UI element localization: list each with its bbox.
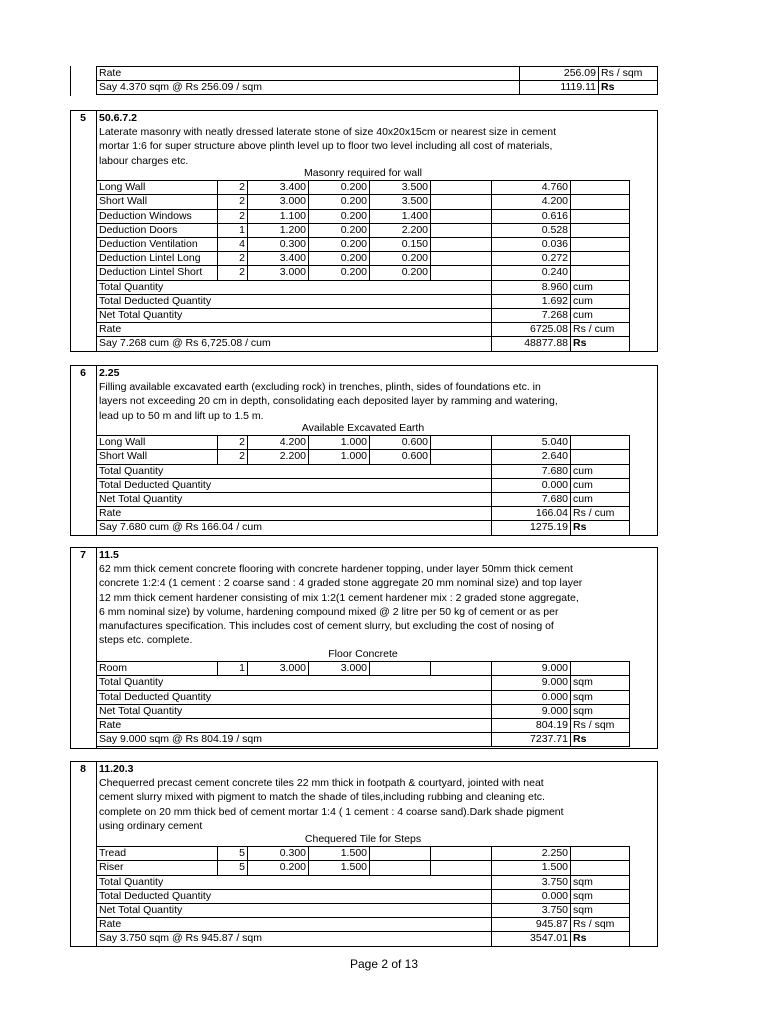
cell-quantity: 0.036 bbox=[492, 238, 571, 252]
cell-height: 1.400 bbox=[370, 209, 431, 223]
cell-number: 2 bbox=[218, 252, 248, 266]
table-row bbox=[97, 238, 630, 252]
cell-length: 3.000 bbox=[248, 195, 309, 209]
left-border bbox=[70, 66, 71, 96]
summary-value: 1.692 bbox=[492, 294, 571, 308]
cell-breadth: 0.200 bbox=[309, 223, 370, 237]
item-description: Filling available excavated earth (excluding rock) in trenches, plinth, sides of foundations etc. in layers not exceeding 20 cm in depth, consolidating each deposited layer by ramming and watering, lead up to 50 m and lift up to 1.5 m. bbox=[99, 381, 558, 422]
item-description: Chequerred precast cement concrete tiles 22 mm thick in footpath & courtyard, jointed with neat cement slurry mixed with pigment to match the shade of tiles,including rubbing and cleaning etc. complete on 20 mm thick bed of cement mortar 1:4 ( 1 cement : 4 coarse sand).Dark shade pigment using ordinary cement bbox=[99, 777, 564, 832]
summary-row bbox=[97, 889, 630, 903]
summary-row bbox=[97, 337, 630, 351]
cell-height: 3.500 bbox=[370, 181, 431, 195]
summary-value: 945.87 bbox=[492, 918, 571, 932]
summary-unit: Rs / cum bbox=[571, 507, 630, 521]
summary-value: 7237.71 bbox=[492, 733, 571, 747]
item-section-7 bbox=[70, 547, 658, 749]
cell-height: 0.200 bbox=[370, 252, 431, 266]
summary-row bbox=[97, 478, 630, 492]
cell-quantity: 0.528 bbox=[492, 223, 571, 237]
summary-label: Total Quantity bbox=[97, 676, 492, 690]
row-description: Deduction Lintel Short bbox=[97, 266, 218, 280]
summary-value: 0.000 bbox=[492, 889, 571, 903]
summary-label: Say 7.268 cum @ Rs 6,725.08 / cum bbox=[97, 337, 492, 351]
cell-height: 0.600 bbox=[370, 436, 431, 450]
summary-label: Total Quantity bbox=[97, 464, 492, 478]
summary-value: 3547.01 bbox=[492, 932, 571, 946]
summary-unit: cum bbox=[571, 478, 630, 492]
cell-breadth: 0.200 bbox=[309, 181, 370, 195]
item-section-5 bbox=[70, 110, 658, 352]
summary-label: Rate bbox=[97, 918, 492, 932]
summary-row bbox=[97, 918, 630, 932]
table-row bbox=[97, 662, 630, 676]
table-row bbox=[97, 861, 630, 875]
cell-height bbox=[370, 861, 431, 875]
item-number: 5 bbox=[80, 112, 86, 124]
cell-breadth: 0.200 bbox=[309, 195, 370, 209]
summary-unit: Rs bbox=[571, 521, 630, 535]
item-code: 50.6.7.2 bbox=[99, 112, 137, 124]
cell-height bbox=[370, 662, 431, 676]
cell-height: 3.500 bbox=[370, 195, 431, 209]
summary-unit: Rs bbox=[571, 733, 630, 747]
summary-value: 9.000 bbox=[492, 704, 571, 718]
summary-unit: sqm bbox=[571, 904, 630, 918]
cell-quantity: 0.272 bbox=[492, 252, 571, 266]
table-row bbox=[97, 450, 630, 464]
cell-length: 0.300 bbox=[248, 847, 309, 861]
item-description: 62 mm thick cement concrete flooring with concrete hardener topping, under layer 50mm thick cement concrete 1:2:4 (1 cement : 2 coarse sand : 4 graded stone aggregate 20 mm nominal size) and top layer 12 mm thick cement hardener consisting of mix 1:2(1 cement hardener mix : 2 graded stone aggregate, 6 mm nominal size) by volume, hardening compound mixed @ 2 litre per 50 kg of cement or as per manufactures specification. This includes cost of cement slurry, but excluding the cost of nosing of steps etc. complete. bbox=[99, 563, 583, 647]
summary-row bbox=[97, 719, 630, 733]
summary-row bbox=[97, 507, 630, 521]
summary-label: Total Quantity bbox=[97, 280, 492, 294]
table-row bbox=[97, 195, 630, 209]
table-caption: Available Excavated Earth bbox=[97, 422, 630, 436]
cell-height: 0.200 bbox=[370, 266, 431, 280]
cell-length: 2.200 bbox=[248, 450, 309, 464]
summary-row bbox=[97, 493, 630, 507]
summary-value: 166.04 bbox=[492, 507, 571, 521]
summary-unit: cum bbox=[571, 464, 630, 478]
cell-number: 5 bbox=[218, 861, 248, 875]
table-caption: Floor Concrete bbox=[97, 648, 630, 662]
summary-unit: sqm bbox=[571, 676, 630, 690]
cell-quantity: 2.250 bbox=[492, 847, 571, 861]
summary-unit: cum bbox=[571, 493, 630, 507]
summary-row bbox=[97, 294, 630, 308]
table-row bbox=[97, 67, 658, 81]
item-number: 8 bbox=[80, 763, 86, 775]
summary-value: 0.000 bbox=[492, 478, 571, 492]
summary-unit: Rs / sqm bbox=[571, 918, 630, 932]
summary-unit: sqm bbox=[571, 690, 630, 704]
summary-label: Say 7.680 cum @ Rs 166.04 / cum bbox=[97, 521, 492, 535]
summary-row bbox=[97, 875, 630, 889]
summary-row bbox=[97, 280, 630, 294]
summary-value: 7.268 bbox=[492, 309, 571, 323]
cell-height: 0.600 bbox=[370, 450, 431, 464]
summary-unit: sqm bbox=[571, 704, 630, 718]
item-description: Laterate masonry with neatly dressed laterate stone of size 40x20x15cm or nearest size in cement mortar 1:6 for super structure above plinth level up to floor two level including all cost of materials, labour charges etc. bbox=[99, 126, 556, 167]
summary-row bbox=[97, 323, 630, 337]
row-description: Long Wall bbox=[97, 436, 218, 450]
row-label: Rate bbox=[97, 67, 520, 81]
summary-label: Net Total Quantity bbox=[97, 704, 492, 718]
summary-value: 6725.08 bbox=[492, 323, 571, 337]
summary-row bbox=[97, 690, 630, 704]
cell-number: 2 bbox=[218, 195, 248, 209]
cell-breadth: 0.200 bbox=[309, 209, 370, 223]
cell-number: 1 bbox=[218, 662, 248, 676]
item-number: 7 bbox=[80, 549, 86, 561]
row-description: Room bbox=[97, 662, 218, 676]
summary-row bbox=[97, 309, 630, 323]
summary-label: Total Quantity bbox=[97, 875, 492, 889]
table-row bbox=[97, 209, 630, 223]
cell-length: 1.100 bbox=[248, 209, 309, 223]
summary-unit: Rs bbox=[571, 337, 630, 351]
row-description: Tread bbox=[97, 847, 218, 861]
row-description: Deduction Doors bbox=[97, 223, 218, 237]
row-unit: Rs bbox=[599, 81, 658, 95]
summary-value: 3.750 bbox=[492, 875, 571, 889]
cell-number: 2 bbox=[218, 181, 248, 195]
cell-number: 1 bbox=[218, 223, 248, 237]
row-description: Short Wall bbox=[97, 195, 218, 209]
page-number: Page 2 of 13 bbox=[349, 957, 419, 971]
cell-breadth: 0.200 bbox=[309, 266, 370, 280]
cell-length: 3.000 bbox=[248, 266, 309, 280]
summary-row bbox=[97, 733, 630, 747]
cell-breadth: 1.500 bbox=[309, 847, 370, 861]
summary-label: Say 9.000 sqm @ Rs 804.19 / sqm bbox=[97, 733, 492, 747]
row-value: 256.09 bbox=[520, 67, 599, 81]
summary-unit: sqm bbox=[571, 875, 630, 889]
summary-label: Say 3.750 sqm @ Rs 945.87 / sqm bbox=[97, 932, 492, 946]
summary-row bbox=[97, 932, 630, 946]
item-code: 2.25 bbox=[99, 367, 120, 379]
table-row bbox=[97, 252, 630, 266]
summary-label: Total Deducted Quantity bbox=[97, 478, 492, 492]
cell-length: 0.200 bbox=[248, 861, 309, 875]
summary-unit: cum bbox=[571, 280, 630, 294]
table-row bbox=[97, 266, 630, 280]
table-row bbox=[97, 847, 630, 861]
summary-unit: sqm bbox=[571, 889, 630, 903]
cell-number: 4 bbox=[218, 238, 248, 252]
summary-label: Net Total Quantity bbox=[97, 904, 492, 918]
cell-quantity: 1.500 bbox=[492, 861, 571, 875]
table-row bbox=[97, 223, 630, 237]
item-number: 6 bbox=[80, 367, 86, 379]
measurement-table bbox=[96, 648, 630, 747]
table-caption: Masonry required for wall bbox=[97, 167, 630, 181]
cell-length: 3.400 bbox=[248, 181, 309, 195]
cell-breadth: 3.000 bbox=[309, 662, 370, 676]
summary-unit: Rs / cum bbox=[571, 323, 630, 337]
summary-unit: Rs bbox=[571, 932, 630, 946]
summary-label: Rate bbox=[97, 323, 492, 337]
cell-number: 2 bbox=[218, 209, 248, 223]
cell-length: 3.000 bbox=[248, 662, 309, 676]
table-row bbox=[97, 436, 630, 450]
table-caption: Chequered Tile for Steps bbox=[97, 833, 630, 847]
summary-value: 8.960 bbox=[492, 280, 571, 294]
table-row bbox=[97, 181, 630, 195]
summary-unit: cum bbox=[571, 309, 630, 323]
cell-quantity: 4.200 bbox=[492, 195, 571, 209]
item-section-8 bbox=[70, 761, 658, 947]
summary-label: Rate bbox=[97, 719, 492, 733]
summary-value: 3.750 bbox=[492, 904, 571, 918]
item-code: 11.5 bbox=[99, 549, 119, 561]
summary-row bbox=[97, 676, 630, 690]
summary-label: Net Total Quantity bbox=[97, 309, 492, 323]
cell-height: 0.150 bbox=[370, 238, 431, 252]
cell-length: 3.400 bbox=[248, 252, 309, 266]
summary-label: Total Deducted Quantity bbox=[97, 294, 492, 308]
measurement-table bbox=[96, 833, 630, 947]
continuation-table bbox=[96, 66, 658, 95]
row-description: Riser bbox=[97, 861, 218, 875]
cell-length: 0.300 bbox=[248, 238, 309, 252]
cell-breadth: 1.000 bbox=[309, 436, 370, 450]
row-description: Long Wall bbox=[97, 181, 218, 195]
summary-row bbox=[97, 704, 630, 718]
cell-height bbox=[370, 847, 431, 861]
cell-height: 2.200 bbox=[370, 223, 431, 237]
measurement-table bbox=[96, 422, 630, 536]
cell-number: 2 bbox=[218, 436, 248, 450]
measurement-table bbox=[96, 167, 630, 352]
cell-length: 1.200 bbox=[248, 223, 309, 237]
cell-quantity: 5.040 bbox=[492, 436, 571, 450]
cell-quantity: 0.240 bbox=[492, 266, 571, 280]
summary-label: Rate bbox=[97, 507, 492, 521]
cell-breadth: 1.000 bbox=[309, 450, 370, 464]
summary-label: Net Total Quantity bbox=[97, 493, 492, 507]
cell-quantity: 9.000 bbox=[492, 662, 571, 676]
row-description: Deduction Ventilation bbox=[97, 238, 218, 252]
summary-value: 1275.19 bbox=[492, 521, 571, 535]
item-section-6 bbox=[70, 365, 658, 536]
cell-quantity: 0.616 bbox=[492, 209, 571, 223]
summary-value: 9.000 bbox=[492, 676, 571, 690]
summary-value: 0.000 bbox=[492, 690, 571, 704]
cell-quantity: 4.760 bbox=[492, 181, 571, 195]
item-code: 11.20.3 bbox=[99, 763, 134, 775]
summary-row bbox=[97, 464, 630, 478]
summary-label: Total Deducted Quantity bbox=[97, 690, 492, 704]
summary-label: Total Deducted Quantity bbox=[97, 889, 492, 903]
cell-length: 4.200 bbox=[248, 436, 309, 450]
previous-item-continuation bbox=[70, 66, 658, 96]
table-row bbox=[97, 81, 658, 95]
row-value: 1119.11 bbox=[520, 81, 599, 95]
cell-number: 5 bbox=[218, 847, 248, 861]
summary-value: 804.19 bbox=[492, 719, 571, 733]
cell-breadth: 1.500 bbox=[309, 861, 370, 875]
cell-quantity: 2.640 bbox=[492, 450, 571, 464]
row-unit: Rs / sqm bbox=[599, 67, 658, 81]
summary-value: 7.680 bbox=[492, 493, 571, 507]
cell-number: 2 bbox=[218, 266, 248, 280]
summary-row bbox=[97, 904, 630, 918]
row-description: Short Wall bbox=[97, 450, 218, 464]
cell-breadth: 0.200 bbox=[309, 252, 370, 266]
summary-value: 7.680 bbox=[492, 464, 571, 478]
row-description: Deduction Lintel Long bbox=[97, 252, 218, 266]
row-label: Say 4.370 sqm @ Rs 256.09 / sqm bbox=[97, 81, 520, 95]
cell-breadth: 0.200 bbox=[309, 238, 370, 252]
summary-unit: cum bbox=[571, 294, 630, 308]
summary-value: 48877.88 bbox=[492, 337, 571, 351]
summary-unit: Rs / sqm bbox=[571, 719, 630, 733]
summary-row bbox=[97, 521, 630, 535]
cell-number: 2 bbox=[218, 450, 248, 464]
row-description: Deduction Windows bbox=[97, 209, 218, 223]
